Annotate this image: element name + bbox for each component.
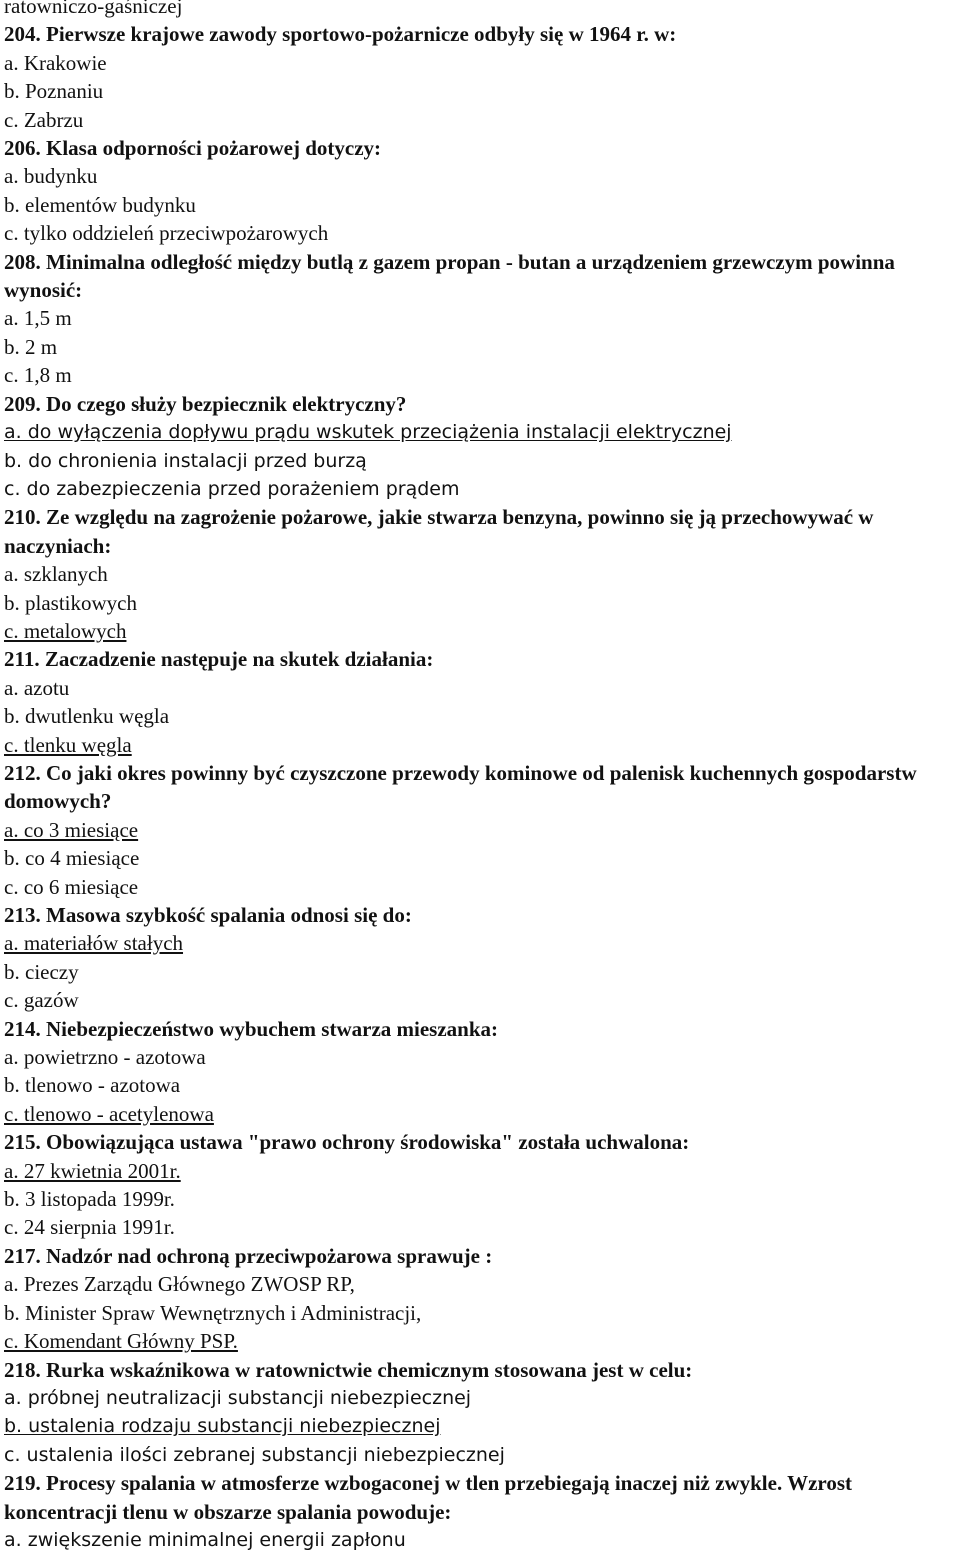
answer-option: c. tlenowo - acetylenowa bbox=[4, 1101, 214, 1126]
answer-option: c. tylko oddzieleń przeciwpożarowych bbox=[4, 221, 329, 246]
answer-option: a. szklanych bbox=[4, 562, 108, 587]
answer-option: c. gazów bbox=[4, 988, 79, 1013]
answer-option: b. 2 m bbox=[4, 334, 58, 359]
question-block bbox=[4, 645, 954, 759]
question-block bbox=[4, 1128, 954, 1242]
answer-option: a. Krakowie bbox=[4, 50, 107, 75]
question-text: 204. Pierwsze krajowe zawody sportowo-pożarnicze odbyły się w 1964 r. w: bbox=[4, 22, 677, 47]
answer-option: c. Komendant Główny PSP. bbox=[4, 1329, 238, 1354]
answer-option: c. tlenku węgla bbox=[4, 732, 132, 757]
question-list bbox=[4, 20, 954, 1554]
question-text: 210. Ze względu na zagrożenie pożarowe, jakie stwarza benzyna, powinno się ją przechowywać w naczyniach: bbox=[4, 505, 874, 558]
answer-option: b. cieczy bbox=[4, 959, 79, 984]
answer-option: a. co 3 miesiące bbox=[4, 817, 139, 842]
question-text: 209. Do czego służy bezpiecznik elektryczny? bbox=[4, 391, 407, 416]
question-block bbox=[4, 1242, 954, 1356]
answer-option: c. Zabrzu bbox=[4, 107, 84, 132]
question-block bbox=[4, 20, 954, 134]
answer-option: b. dwutlenku węgla bbox=[4, 704, 170, 729]
question-block bbox=[4, 134, 954, 248]
question-text: 215. Obowiązująca ustawa "prawo ochrony środowiska" została uchwalona: bbox=[4, 1130, 690, 1155]
question-text: 206. Klasa odporności pożarowej dotyczy: bbox=[4, 136, 382, 161]
question-block bbox=[4, 759, 954, 901]
question-text: 217. Nadzór nad ochroną przeciwpożarowa sprawuje : bbox=[4, 1243, 493, 1268]
answer-option: b. ustalenia rodzaju substancji niebezpiecznej bbox=[4, 1415, 441, 1438]
answer-option: c. metalowych bbox=[4, 618, 127, 643]
question-text: 214. Niebezpieczeństwo wybuchem stwarza mieszanka: bbox=[4, 1016, 499, 1041]
question-block bbox=[4, 1015, 954, 1129]
answer-option: b. Minister Spraw Wewnętrznych i Administracji, bbox=[4, 1300, 422, 1325]
answer-option: a. do wyłączenia dopływu prądu wskutek przeciążenia instalacji elektrycznej bbox=[4, 421, 732, 444]
answer-option: a. powietrzno - azotowa bbox=[4, 1045, 206, 1070]
document-page bbox=[4, 0, 954, 1554]
answer-option: a. próbnej neutralizacji substancji niebezpiecznej bbox=[4, 1386, 472, 1409]
question-block bbox=[4, 390, 954, 504]
answer-option: c. 1,8 m bbox=[4, 363, 72, 388]
answer-option: b. do chronienia instalacji przed burzą bbox=[4, 449, 367, 472]
question-text: 212. Co jaki okres powinny być czyszczone przewody kominowe od palenisk kuchennych gospodarstw domowych? bbox=[4, 760, 917, 814]
answer-option: b. tlenowo - azotowa bbox=[4, 1073, 181, 1098]
answer-option: a. 1,5 m bbox=[4, 306, 72, 331]
answer-option: c. 24 sierpnia 1991r. bbox=[4, 1215, 175, 1240]
answer-option: b. 3 listopada 1999r. bbox=[4, 1187, 175, 1212]
answer-option: a. materiałów stałych bbox=[4, 931, 184, 956]
answer-option: a. Prezes Zarządu Głównego ZWOSP RP, bbox=[4, 1272, 355, 1297]
answer-option: c. ustalenia ilości zebranej substancji niebezpiecznej bbox=[4, 1443, 505, 1466]
question-block bbox=[4, 248, 954, 390]
question-block bbox=[4, 503, 954, 645]
answer-option: c. co 6 miesiące bbox=[4, 874, 139, 899]
answer-option: a. azotu bbox=[4, 675, 70, 700]
question-text: 208. Minimalna odległość między butlą z gazem propan - butan a urządzeniem grzewczym powinna wynosić: bbox=[4, 249, 895, 303]
answer-option: c. do zabezpieczenia przed porażeniem prądem bbox=[4, 477, 460, 500]
question-text: 213. Masowa szybkość spalania odnosi się do: bbox=[4, 903, 412, 927]
question-block bbox=[4, 1356, 954, 1470]
answer-option: b. co 4 miesiące bbox=[4, 846, 140, 871]
answer-option: b. plastikowych bbox=[4, 590, 137, 615]
question-text: 211. Zaczadzenie następuje na skutek działania: bbox=[4, 647, 434, 672]
question-text: 218. Rurka wskaźnikowa w ratownictwie chemicznym stosowana jest w celu: bbox=[4, 1357, 693, 1382]
question-text: 219. Procesy spalania w atmosferze wzbogaconej w tlen przebiegają inaczej niż zwykle. Wzrost koncentracji tlenu w obszarze spalania powoduje: bbox=[4, 1471, 852, 1524]
answer-option: b. Poznaniu bbox=[4, 79, 104, 104]
answer-option: b. elementów budynku bbox=[4, 192, 196, 217]
answer-option: a. 27 kwietnia 2001r. bbox=[4, 1158, 181, 1183]
lead-text: ratowniczo-gaśniczej bbox=[4, 0, 183, 18]
answer-option: a. zwiększenie minimalnej energii zapłonu bbox=[4, 1528, 406, 1551]
question-block bbox=[4, 901, 954, 1015]
answer-option: a. budynku bbox=[4, 164, 98, 189]
question-block bbox=[4, 1469, 954, 1554]
